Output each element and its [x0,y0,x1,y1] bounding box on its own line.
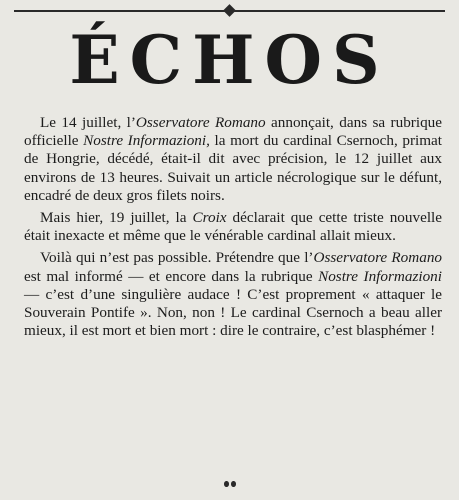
article-body [24,114,442,344]
p3-rubric-name: Nostre Informazioni [318,267,442,285]
top-rule [14,6,445,16]
p1-text-a: Le 14 juillet, l’ [40,114,136,131]
diamond-ornament-icon [223,4,236,17]
paragraph-3 [24,249,442,340]
p2-text-c: déclarait que cette triste nouvelle était inexacte et même que le vénérable cardinal allait mieux. [24,209,442,245]
end-ornament-icon [0,478,459,494]
section-title: ÉCHOS [69,21,390,99]
p3-text-a: Voilà qui n’est pas possible. Prétendre que l’ [40,249,314,267]
p3-text-c: est mal informé — et encore dans la rubrique [24,267,319,285]
p3-newspaper-name: Osservatore Romano [313,249,443,267]
p1-text-e: la mort du cardinal Csernoch, primat de Hongrie, décédé, était-il dit avec précision, le 12 juillet aux environs de 13 heures. Suivait un article nécrologique sur le défunt, encadré de deux gros filets noirs. [24,132,442,204]
end-ornament-svg [221,478,239,490]
paragraph-2 [24,209,442,245]
p1-newspaper-name: Osservatore Romano [135,114,266,131]
paragraph-1 [24,114,442,205]
p2-text-a: Mais hier, 19 juillet, la [40,209,193,227]
p1-text-c: annonçait, dans sa rubrique officielle [24,114,443,150]
p3-text-e: — c’est d’une singulière audace ! C’est proprement « attaquer le Souverain Pontife ». Non, non ! Le cardinal Csernoch a beau aller mieux, il est mort et bien mort : dire le contraire, c’est blasphémer ! [24,285,442,340]
p2-newspaper-name: Croix [192,209,227,227]
p1-rubric-name: Nostre Informazioni, [83,132,210,150]
